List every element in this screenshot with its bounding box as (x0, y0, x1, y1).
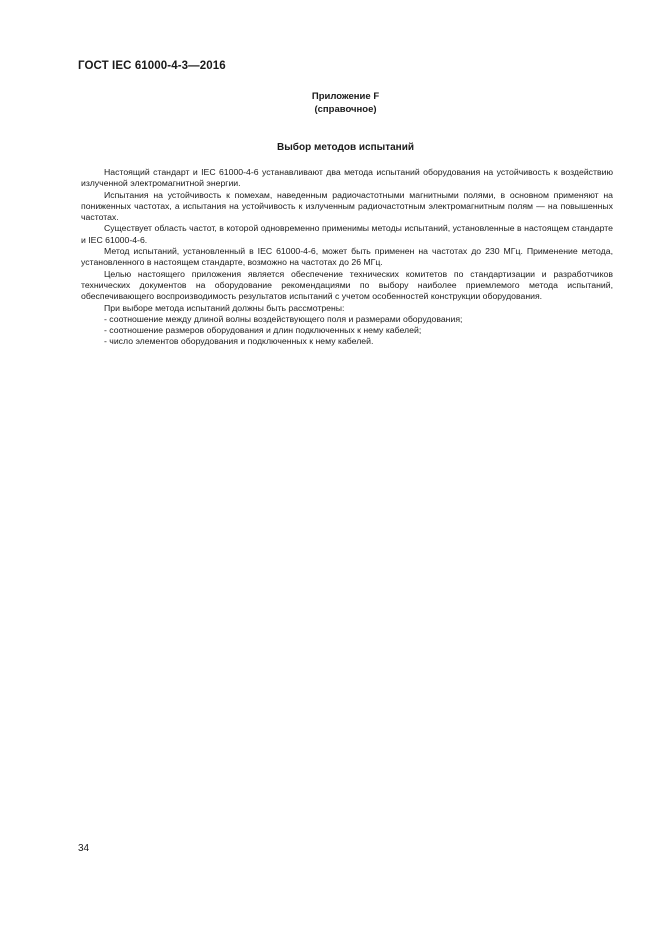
paragraph-4: Метод испытаний, установленный в IEC 61000-4-6, может быть применен на частотах до 230 МГц. Применение метода, установленного в настоящем стандарте, возможно на частотах до 26 МГц. (81, 246, 613, 268)
list-item: - число элементов оборудования и подключенных к нему кабелей. (104, 336, 374, 347)
list-item: - соотношение размеров оборудования и длин подключенных к нему кабелей; (104, 325, 422, 336)
paragraph-5: Целью настоящего приложения является обеспечение технических комитетов по стандартизации и разработчиков технических документов на оборудование рекомендациями по выбору наиболее приемлемого метода испытаний, обеспечивающего воспроизводимость результатов испытаний с учетом особенностей конструкции оборудования. (81, 268, 613, 302)
annex-heading (0, 91, 661, 116)
paragraph-3: Существует область частот, в которой одновременно применимы методы испытаний, установленные в настоящем стандарте и IEC 61000-4-6. (81, 223, 613, 245)
list-intro: При выборе метода испытаний должны быть рассмотрены: (104, 302, 345, 313)
annex-label: Приложение F (311, 91, 380, 102)
list-item: - соотношение между длиной волны воздействующего поля и размерами оборудования; (104, 313, 463, 324)
paragraph-1: Настоящий стандарт и IEC 61000-4-6 устанавливают два метода испытаний оборудования на устойчивость к воздействию излученной электромагнитной энергии. (81, 167, 613, 189)
annex-body (81, 167, 613, 348)
page-number: 34 (78, 843, 90, 854)
annex-type: (справочное) (314, 103, 377, 115)
document-id-header: ГОСТ IEC 61000-4-3—2016 (78, 60, 226, 72)
section-title: Выбор методов испытаний (277, 142, 414, 153)
paragraph-2: Испытания на устойчивость к помехам, наведенным радиочастотными магнитными полями, в основном применяют на пониженных частотах, а испытания на устойчивость к излученным радиочастотным электромагнитным полям — на повышенных частотах. (81, 189, 613, 223)
considerations-list (81, 314, 613, 348)
